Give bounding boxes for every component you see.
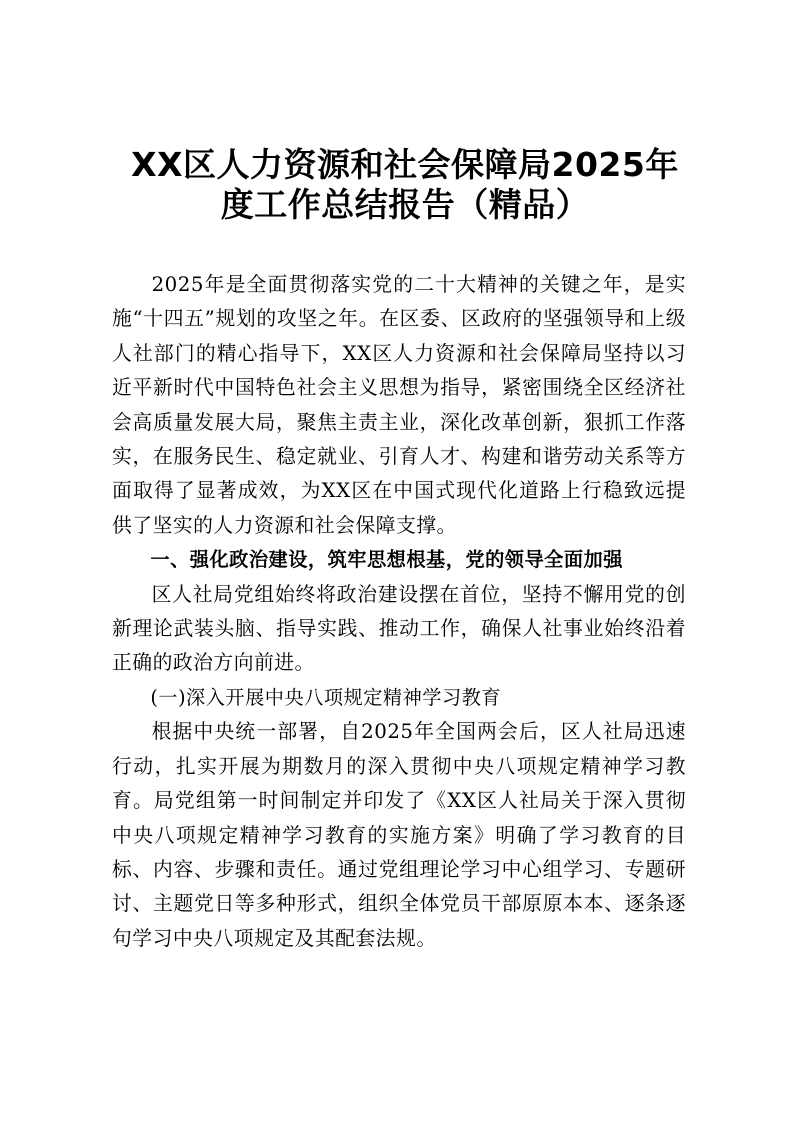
subsection-1-paragraph: 根据中央统一部署，自2025年全国两会后，区人社局迅速行动，扎实开展为期数月的深入贯彻中央八项规定精神学习教育。局党组第一时间制定并印发了《XX区人社局关于深入贯彻中央八项规定精神学习教育的实施方案》明确了学习教育的目标、内容、步骤和责任。通过党组理论学习中心组学习、专题研讨、主题党日等多种形式，组织全体党员干部原原本本、逐条逐句学习中央八项规定及其配套法规。	[112, 720, 686, 950]
section-heading-1: 一、强化政治建设，筑牢思想根基，党的领导全面加强	[150, 548, 623, 572]
title-line-1: XX区人力资源和社会保障局2025年	[131, 145, 679, 184]
section-1-paragraph: 区人社局党组始终将政治建设摆在首位，坚持不懈用党的创新理论武装头脑、指导实践、推动工作，确保人社事业始终沿着正确的政治方向前进。	[112, 582, 686, 675]
title-line-2: 度工作总结报告（精品）	[220, 185, 590, 224]
document-title	[100, 145, 710, 225]
subsection-heading-1: (一)深入开展中央八项规定精神学习教育	[150, 685, 502, 709]
document-body	[112, 268, 686, 956]
intro-paragraph: 2025年是全面贯彻落实党的二十大精神的关键之年，是实施“十四五”规划的攻坚之年。在区委、区政府的坚强领导和上级人社部门的精心指导下，XX区人力资源和社会保障局坚持以习近平新时代中国特色社会主义思想为指导，紧密围绕全区经济社会高质量发展大局，聚焦主责主业，深化改革创新，狠抓工作落实，在服务民生、稳定就业、引育人才、构建和谐劳动关系等方面取得了显著成效，为XX区在中国式现代化道路上行稳致远提供了坚实的人力资源和社会保障支撑。	[112, 273, 686, 537]
